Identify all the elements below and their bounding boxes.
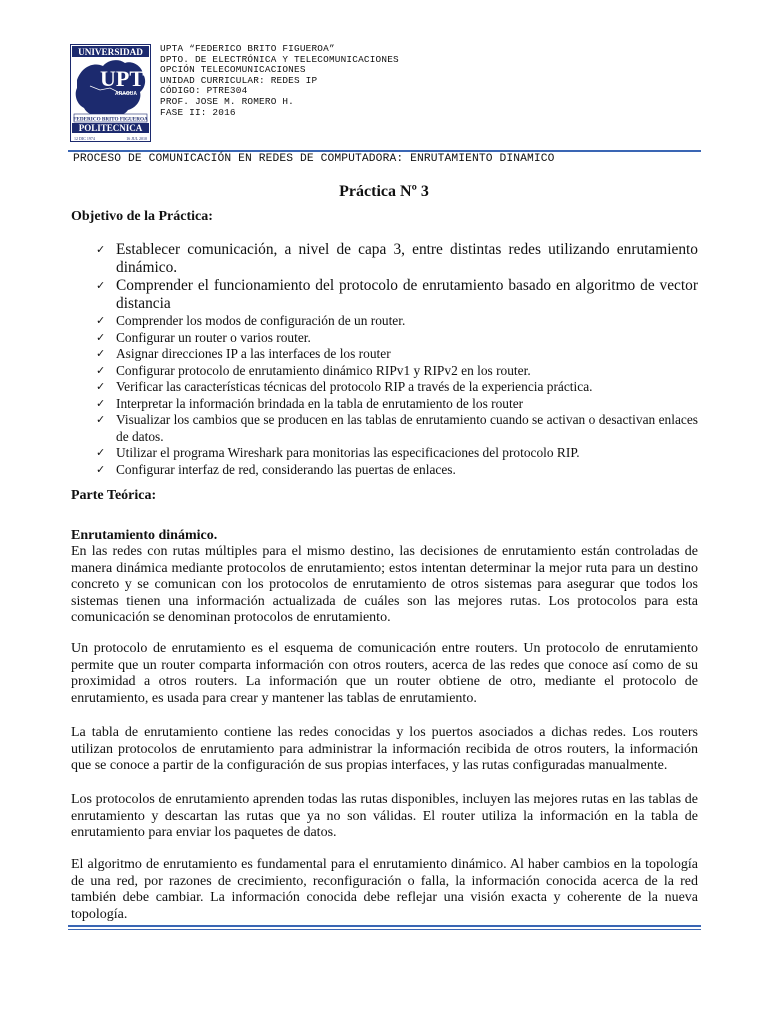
check-icon: ✓	[96, 396, 106, 410]
check-icon: ✓	[96, 279, 106, 292]
header-line: CÓDIGO: PTRE304	[160, 85, 248, 97]
objective-item	[96, 241, 698, 277]
objective-item	[96, 313, 698, 330]
objective-item	[96, 379, 698, 396]
logo-state: ARAGUA	[115, 91, 137, 97]
objective-text: Configurar interfaz de red, considerando las puertas de enlaces.	[116, 461, 456, 477]
objective-text: Comprender el funcionamiento del protocolo de enrutamiento basado en algoritmo de vector distancia	[116, 277, 698, 312]
objective-item	[96, 346, 698, 363]
check-icon: ✓	[96, 380, 106, 393]
objectives-list	[96, 241, 698, 478]
logo-date-left: 12 DIC 1974	[74, 136, 95, 141]
objective-text: Comprender los modos de configuración de un router.	[116, 313, 406, 328]
objective-heading: Objetivo de la Práctica:	[71, 209, 213, 224]
header-divider	[68, 150, 701, 152]
logo-bottom-text: POLITECNICA	[78, 123, 143, 133]
header-line: UPTA “FEDERICO BRITO FIGUEROA”	[160, 43, 335, 54]
objective-item	[96, 330, 698, 347]
body-paragraph: En las redes con rutas múltiples para el mismo destino, las decisiones de enrutamiento están controladas de manera dinámica mediante protocolos de enrutamiento; estos intentan determinar la mejor ruta para un destino concreto y se comunican con los protocolos de enrutamiento de otros sistemas para asegurar que todos los sistemas tienen una información actualizada de cuáles son las mejores rutas. Los protocolos para esta comunicación se denominan protocolos de enrutamiento.	[71, 544, 698, 626]
objective-text: Visualizar los cambios que se producen en las tablas de enrutamiento cuando se activan o desactivan enlaces de datos.	[116, 412, 698, 444]
process-title: PROCESO DE COMUNICACIÓN EN REDES DE COMPUTADORA: ENRUTAMIENTO DINAMICO	[73, 153, 555, 165]
header-line: PROF. JOSE M. ROMERO H.	[160, 95, 294, 107]
body-paragraph: La tabla de enrutamiento contiene las redes conocidas y los puertos asociados a dichas redes. Los routers utilizan protocolos de enrutamiento para administrar la información recibida de otros routers, la información que se conoce a partir de la configuración de sus propias interfaces, y las rutas configuradas manualmente.	[71, 725, 698, 774]
header-line: DPTO. DE ELECTRÓNICA Y TELECOMUNICACIONES	[160, 53, 399, 65]
logo-initials: UPT	[100, 66, 144, 91]
objective-text: Asignar direcciones IP a las interfaces de los router	[116, 346, 391, 361]
objective-text: Establecer comunicación, a nivel de capa 3, entre distintas redes utilizando enrutamiento dinámico.	[116, 241, 698, 276]
objective-text: Interpretar la información brindada en la tabla de enrutamiento de los router	[116, 395, 524, 411]
logo-emblem	[70, 44, 151, 142]
footer-divider	[68, 925, 701, 927]
theory-heading: Parte Teórica:	[71, 488, 157, 503]
university-logo	[70, 44, 151, 142]
objective-item	[96, 277, 698, 313]
check-icon: ✓	[96, 413, 106, 426]
check-icon: ✓	[96, 330, 106, 344]
check-icon: ✓	[96, 243, 106, 256]
logo-name-band: FEDERICO BRITO FIGUEROA	[73, 116, 148, 123]
objective-text: Configurar protocolo de enrutamiento dinámico RIPv1 y RIPv2 en los router.	[116, 362, 531, 378]
objective-item	[96, 363, 698, 380]
objective-text: Verificar las características técnicas del protocolo RIP a través de la experiencia práctica.	[116, 379, 593, 394]
institution-header	[160, 44, 399, 118]
objective-item	[96, 396, 698, 413]
objective-text: Configurar un router o varios router.	[116, 329, 311, 345]
footer-divider-thin	[68, 929, 701, 930]
body-paragraph: El algoritmo de enrutamiento es fundamental para el enrutamiento dinámico. Al haber cambios en la topología de una red, por razones de crecimiento, reconfiguración o falla, la información conocida acerca de la red también debe cambiar. La información conocida debe reflejar una visión exacta y coherente de la nueva topología.	[71, 857, 698, 922]
section-subheading: Enrutamiento dinámico.	[71, 528, 218, 543]
practice-title: Práctica Nº 3	[339, 183, 429, 200]
check-icon: ✓	[96, 462, 106, 476]
objective-item	[96, 445, 698, 462]
objective-item	[96, 412, 698, 445]
check-icon: ✓	[96, 314, 106, 327]
check-icon: ✓	[96, 347, 106, 360]
header-line: FASE II: 2016	[160, 106, 236, 118]
check-icon: ✓	[96, 446, 106, 459]
header-line: UNIDAD CURRICULAR: REDES IP	[160, 74, 318, 86]
body-paragraph: Los protocolos de enrutamiento aprenden todas las rutas disponibles, incluyen las mejores rutas en las tablas de enrutamiento y descartan las rutas que ya no son válidas. El router utiliza la información en la tabla de enrutamiento para enviar los paquetes de datos.	[71, 792, 698, 841]
objective-text: Utilizar el programa Wireshark para monitorias las especificaciones del protocolo RIP.	[116, 445, 580, 460]
header-line: OPCIÓN TELECOMUNICACIONES	[160, 64, 306, 76]
logo-date-right: 16 JUL 2010	[126, 136, 147, 141]
body-paragraph: Un protocolo de enrutamiento es el esquema de comunicación entre routers. Un protocolo de enrutamiento permite que un router comparta información con otros routers, acerca de las redes que conoce así como de su proximidad a otros routers. La información que un router obtiene de otro, mediante el protocolo de enrutamiento, es usada para crear y mantener las tablas de enrutamiento.	[71, 641, 698, 706]
logo-top-text: UNIVERSIDAD	[78, 47, 143, 57]
objective-item	[96, 462, 698, 479]
check-icon: ✓	[96, 363, 106, 377]
